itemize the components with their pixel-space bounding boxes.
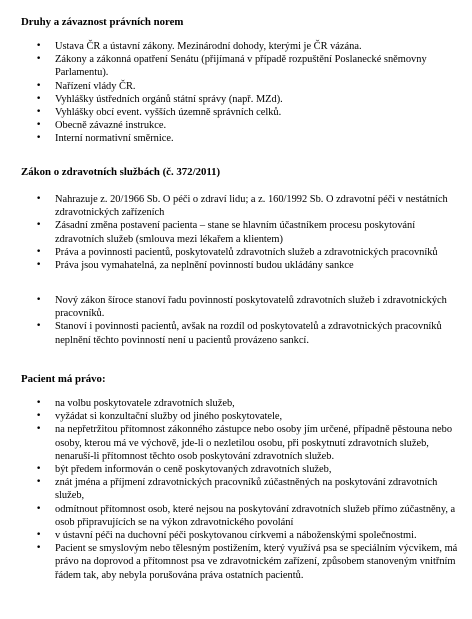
legal-norms-list	[55, 40, 460, 146]
list-item: • vyžádat si konzultační služby od jiného poskytovatele,	[55, 410, 460, 423]
section-heading-health-services-act: Zákon o zdravotních službách (č. 372/2011)	[21, 166, 221, 178]
list-item: • Zákony a zákonná opatření Senátu (přijímaná v případě rozpuštění Poslanecké sněmovny Parlamentu).	[55, 53, 460, 79]
list-item: • Nový zákon šíroce stanoví řadu povinností poskytovatelů zdravotních služeb i zdravotnických pracovníků.	[55, 294, 460, 320]
health-services-act-duties-list	[55, 294, 460, 347]
list-item: • Práva jsou vymahatelná, za neplnění povinností budou ukládány sankce	[55, 259, 460, 272]
list-item: • Obecně závazné instrukce.	[55, 119, 460, 132]
list-item: • Vyhlášky ústředních orgánů státní správy (např. MZd).	[55, 93, 460, 106]
list-item: • Ustava ČR a ústavní zákony. Mezinárodní dohody, kterými je ČR vázána.	[55, 40, 460, 53]
list-item: • na volbu poskytovatele zdravotních služeb,	[55, 397, 460, 410]
section-heading-patient-rights: Pacient má právo:	[21, 373, 106, 385]
list-item: • odmítnout přítomnost osob, které nejsou na poskytování zdravotních služeb přímo zúčastněny, a osob připravujících se na výkon zdravotnického povolání	[55, 503, 460, 529]
list-item: • v ústavní péči na duchovní péči poskytovanou církvemi a náboženskými společnostmi.	[55, 529, 460, 542]
patient-rights-list	[55, 397, 460, 582]
list-item: • Pacient se smyslovým nebo tělesným postižením, který využívá psa se speciálním výcvikem, má právo na doprovod a přítomnost psa ve zdravotnickém zařízení, způsobem stanoveným vnitřním řádem tak, aby nebyla porušována práva ostatních pacientů.	[55, 542, 460, 582]
list-item: • Nařízení vlády ČR.	[55, 80, 460, 93]
list-item: • být předem informován o ceně poskytovaných zdravotních služeb,	[55, 463, 460, 476]
list-item: • Stanoví i povinnosti pacientů, avšak na rozdíl od poskytovatelů a zdravotnických pracovníků neplnění těchto povinností není u pacientů provázeno sankcí.	[55, 320, 460, 346]
section-heading-legal-norms: Druhy a závaznost právních norem	[21, 16, 184, 28]
list-item: • znát jména a příjmení zdravotnických pracovníků zúčastněných na poskytování zdravotních služeb,	[55, 476, 460, 502]
list-item: • Zásadní změna postavení pacienta – stane se hlavním účastníkem procesu poskytování zdravotních služeb (smlouva mezi lékařem a klientem)	[55, 219, 460, 245]
health-services-act-list	[55, 193, 460, 272]
list-item: • Nahrazuje z. 20/1966 Sb. O péči o zdraví lidu; a z. 160/1992 Sb. O zdravotní péči v nestátních zdravotnických zařízeních	[55, 193, 460, 219]
list-item: • na nepřetržitou přítomnost zákonného zástupce nebo osoby jím určené, případně pěstouna nebo osoby, kterou má ve výchově, jde-li o nezletilou osobu, při poskytnutí zdravotních služeb, nenaruší-li přítomnost těchto osob poskytování zdravotních služeb.	[55, 423, 460, 463]
list-item: • Práva a povinnosti pacientů, poskytovatelů zdravotních služeb a zdravotnických pracovníků	[55, 246, 460, 259]
list-item: • Interní normativní směrnice.	[55, 132, 460, 145]
list-item: • Vyhlášky obcí event. vyšších územně správních celků.	[55, 106, 460, 119]
